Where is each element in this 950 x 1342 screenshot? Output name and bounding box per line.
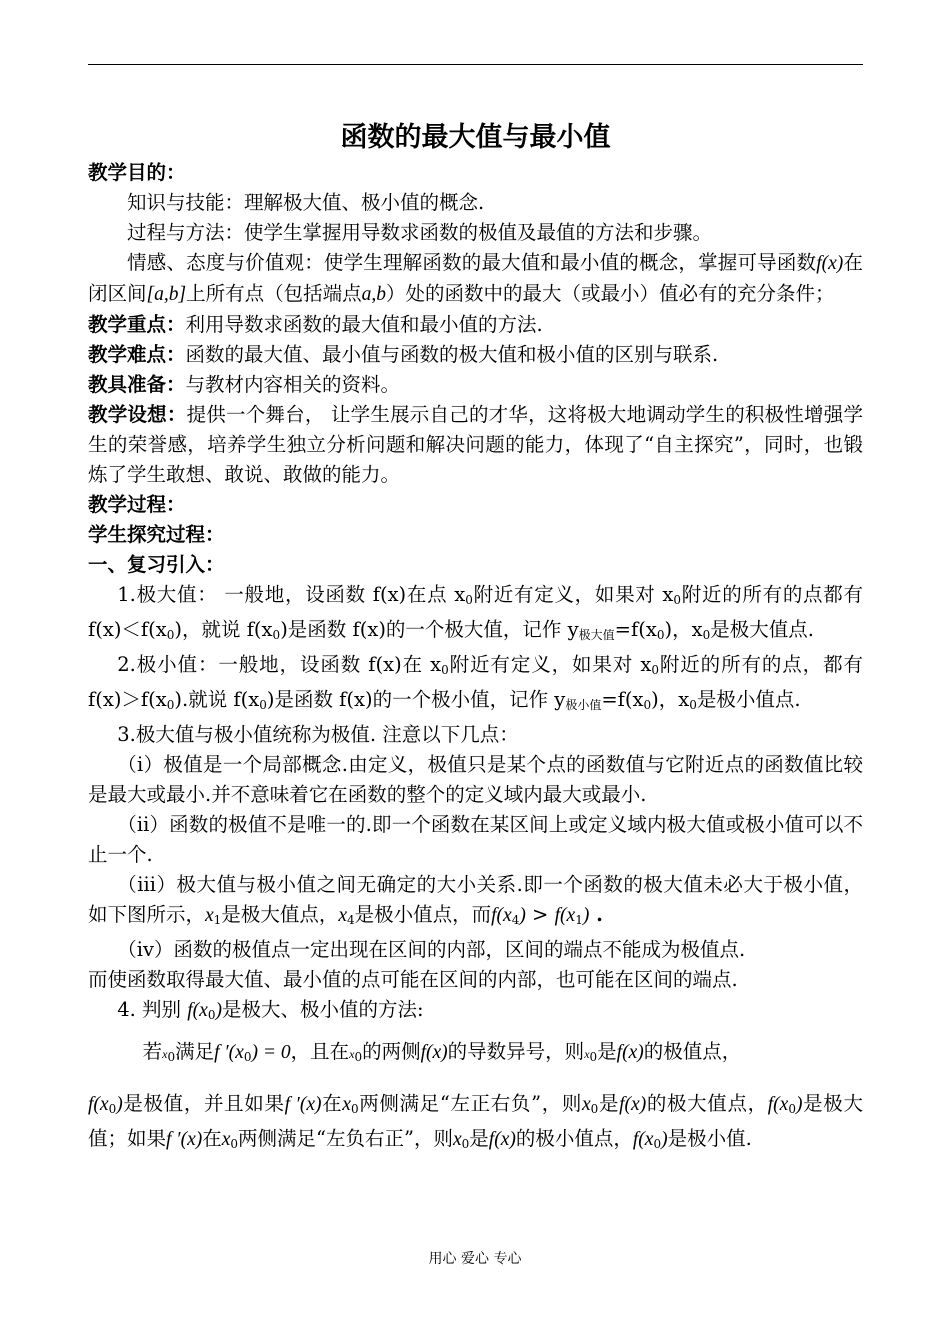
text-span: =f(x bbox=[614, 618, 657, 641]
subscript: 0 bbox=[788, 1102, 796, 1116]
math: ) bbox=[582, 905, 590, 926]
text-span: 的极大值点， bbox=[646, 1092, 768, 1115]
subscript: 0 bbox=[243, 1050, 252, 1064]
explore-heading: 学生探究过程： bbox=[88, 523, 225, 546]
review-heading: 一、复习引入： bbox=[88, 553, 225, 576]
text-span: 两侧满足“左负右正”，则 bbox=[238, 1127, 453, 1150]
subscript: 0 bbox=[350, 1102, 359, 1116]
math: x bbox=[338, 905, 347, 926]
text-span: 提供一个舞台， 让学生展示自己的才华，这将极大地调动学生的积极性增强学生的荣誉感，培养学生独立分析问题和解决问题的能力，体现了“自主探究”，同时，也锻炼了学生敢想、敢说、敢做的能力。 bbox=[88, 403, 863, 486]
note-local-concept: （ⅰ）极值是一个局部概念.由定义，极值只是某个点的函数值与它附近点的函数值比较是最大或最小.并不意味着它在函数的整个的定义域内最大或最小. bbox=[88, 753, 863, 806]
text-span: （ⅲ）极大值与极小值之间无确定的大小关系.即一个函数的极大值未必大于极小值，如下图所示， bbox=[88, 873, 863, 926]
text-span: ）处的函数中的最大（或最小）值必有的充分条件； bbox=[385, 282, 835, 305]
math: f ′(x) bbox=[284, 1094, 322, 1115]
text-span: 是 bbox=[469, 1127, 489, 1150]
text-span: 是 bbox=[598, 1092, 620, 1115]
subscript: 0 bbox=[108, 1102, 117, 1116]
subscript: 0 bbox=[230, 1137, 239, 1151]
subscript: 0 bbox=[259, 698, 267, 712]
process-heading: 教学过程： bbox=[88, 493, 186, 516]
math: f(x bbox=[632, 1129, 654, 1150]
objective-process: 过程与方法：使学生掌握用导数求函数的极值及最值的方法和步骤。 bbox=[127, 221, 713, 244]
subscript: 1 bbox=[213, 913, 222, 927]
item-extrema: 3.极大值与极小值统称为极值. 注意以下几点： bbox=[117, 723, 519, 746]
objective-knowledge: 知识与技能：理解极大值、极小值的概念. bbox=[127, 191, 485, 214]
design bbox=[88, 400, 863, 490]
note-not-unique: （ⅱ）函数的极值不是唯一的.即一个函数在某区间上或定义域内极大值或极小值可以不止一个. bbox=[88, 813, 863, 866]
text-span: 上所有点（包括端点 bbox=[186, 282, 362, 305]
math: f(x) bbox=[420, 1042, 448, 1063]
math: x bbox=[205, 905, 214, 926]
text-span: =f(x bbox=[601, 688, 644, 711]
text-span: 在 bbox=[321, 1092, 343, 1115]
subscript: 0 bbox=[589, 1050, 598, 1064]
text-span: )是函数 f(x)的一个极小值，记作 y bbox=[266, 688, 566, 711]
text-span: 的极值点， bbox=[643, 1040, 742, 1063]
math: x bbox=[162, 1047, 168, 1061]
text-span: 4. 判别 bbox=[117, 998, 188, 1021]
text-span: )，就说 f(x bbox=[174, 618, 273, 641]
math: x bbox=[582, 1094, 591, 1115]
text-span: 若 bbox=[142, 1040, 163, 1063]
math: ) bbox=[215, 1000, 222, 1021]
text-span: )，x bbox=[664, 618, 703, 641]
text-span: )，x bbox=[651, 688, 690, 711]
label: 教学设想： bbox=[88, 403, 187, 426]
math: f ′(x) bbox=[166, 1129, 203, 1150]
math: > bbox=[525, 903, 555, 926]
math: ) bbox=[661, 1129, 668, 1150]
math: f(x) bbox=[616, 1042, 644, 1063]
text-span: 是 bbox=[597, 1040, 617, 1063]
text-span: 函数的最大值、最小值与函数的极大值和极小值的区别与联系. bbox=[185, 343, 719, 366]
math: x bbox=[342, 1094, 351, 1115]
objective-emotion bbox=[88, 248, 863, 310]
objectives-heading: 教学目的： bbox=[88, 161, 186, 184]
item-local-min bbox=[88, 650, 863, 720]
text-span: 附近有定义，如果对 x bbox=[448, 653, 652, 676]
text-span: 在闭区间 bbox=[88, 251, 863, 305]
text-span: 是极大、极小值的方法: bbox=[221, 998, 424, 1021]
subscript: 0 bbox=[590, 1102, 599, 1116]
page-title: 函数的最大值与最小值 bbox=[340, 122, 611, 153]
label: 教学难点： bbox=[88, 343, 186, 366]
math: f(x) bbox=[619, 1094, 647, 1115]
text-span: ，且在 bbox=[290, 1040, 350, 1063]
math: x bbox=[584, 1047, 590, 1061]
text-span: 1.极大值： 一般地，设函数 f(x)在点 x bbox=[117, 583, 466, 606]
document-body bbox=[88, 118, 863, 1159]
text-span: ).就说 f(x bbox=[174, 688, 260, 711]
subscript: 0 bbox=[465, 593, 473, 607]
subscript: 极大值 bbox=[578, 628, 615, 642]
text-span: 是极值，并且如果 bbox=[122, 1092, 285, 1115]
math: ) bbox=[795, 1094, 803, 1115]
subscript: 0 bbox=[689, 698, 697, 712]
subscript: 0 bbox=[673, 593, 682, 607]
subscript: 0 bbox=[166, 698, 175, 712]
item-criterion bbox=[88, 995, 863, 1030]
math: f ′(x bbox=[214, 1042, 244, 1063]
spacer bbox=[88, 1079, 863, 1089]
subscript: 0 bbox=[461, 1137, 470, 1151]
note-interior: （ⅳ）函数的极值点一定出现在区间的内部，区间的端点不能成为极值点. bbox=[117, 938, 746, 961]
subscript: 0 bbox=[166, 628, 175, 642]
math: f(x bbox=[88, 1094, 109, 1115]
subscript: 极小值 bbox=[565, 698, 602, 712]
page-footer: 用心 爱心 专心 bbox=[428, 1251, 522, 1267]
subscript: 0 bbox=[651, 663, 659, 677]
math-fx: f(x) bbox=[816, 253, 844, 274]
text-span: 的导数异号，则 bbox=[447, 1040, 585, 1063]
text-span: 在 bbox=[202, 1127, 222, 1150]
materials bbox=[88, 370, 863, 400]
math: x bbox=[221, 1129, 231, 1150]
item-local-max bbox=[88, 580, 863, 650]
label: 教具准备： bbox=[88, 373, 186, 396]
text-span: )是函数 f(x)的一个极大值，记作 y bbox=[280, 618, 579, 641]
math: x bbox=[452, 1129, 462, 1150]
subscript: 0 bbox=[656, 628, 665, 642]
text-span: 两侧满足“左正右负”，则 bbox=[358, 1092, 583, 1115]
math-ab: a,b bbox=[361, 284, 386, 305]
text-span: 满足 bbox=[175, 1040, 215, 1063]
criterion-condition bbox=[88, 1030, 863, 1079]
criterion-conclusion bbox=[88, 1089, 863, 1159]
text-span: 情感、态度与价值观：使学生理解函数的最大值和最小值的概念，掌握可导函数 bbox=[127, 251, 817, 274]
text-span: 附近有定义，如果对 x bbox=[472, 583, 674, 606]
math: f(x) bbox=[488, 1129, 516, 1150]
subscript: 0 bbox=[643, 698, 652, 712]
math: f(x bbox=[767, 1094, 789, 1115]
text-span: 是极小值. bbox=[667, 1127, 752, 1150]
subscript: 0 bbox=[207, 1008, 216, 1022]
text-span: 的极小值点， bbox=[515, 1127, 633, 1150]
text-span: 是极大值；如果 bbox=[88, 1092, 863, 1150]
math: f(x bbox=[554, 905, 576, 926]
math: f(x bbox=[187, 1000, 208, 1021]
header-rule bbox=[88, 64, 863, 65]
math-interval: [a,b] bbox=[146, 284, 187, 305]
text-span: 与教材内容相关的资料。 bbox=[185, 373, 401, 396]
text-span: 利用导数求函数的最大值和最小值的方法. bbox=[185, 313, 543, 336]
math: ) = 0 bbox=[251, 1042, 291, 1063]
math: x bbox=[349, 1047, 355, 1061]
subscript: 0 bbox=[702, 628, 711, 642]
text-span: 是极小值点，而 bbox=[354, 903, 492, 926]
text-span: 是极大值点. bbox=[710, 618, 814, 641]
text-span: 2.极小值：一般地，设函数 f(x)在 x bbox=[117, 653, 442, 676]
text-span: 附近的所有的点都有 f(x)＜f(x bbox=[88, 583, 863, 641]
subscript: 0 bbox=[441, 663, 449, 677]
text-span: . bbox=[589, 903, 603, 926]
subscript: 4 bbox=[511, 913, 520, 927]
subscript: 1 bbox=[575, 913, 583, 927]
note-endpoints: 而使函数取得最大值、最小值的点可能在区间的内部，也可能在区间的端点. bbox=[88, 968, 738, 991]
text-span: 附近的所有的点，都有 f(x)＞f(x bbox=[88, 653, 863, 711]
note-no-order bbox=[88, 870, 863, 935]
text-span: 是极大值点， bbox=[221, 903, 339, 926]
math: f(x bbox=[491, 905, 512, 926]
difficulty bbox=[88, 340, 863, 370]
label: 教学重点： bbox=[88, 313, 186, 336]
subscript: 0 bbox=[354, 1050, 363, 1064]
subscript: 0 bbox=[653, 1137, 662, 1151]
subscript: 0 bbox=[272, 628, 281, 642]
math: ) bbox=[519, 905, 526, 926]
math: ) bbox=[116, 1094, 123, 1115]
text-span: 的两侧 bbox=[362, 1040, 421, 1063]
subscript: 0 bbox=[167, 1050, 176, 1064]
text-span: 是极小值点. bbox=[696, 688, 801, 711]
subscript: 4 bbox=[346, 913, 355, 927]
key-point bbox=[88, 310, 863, 340]
